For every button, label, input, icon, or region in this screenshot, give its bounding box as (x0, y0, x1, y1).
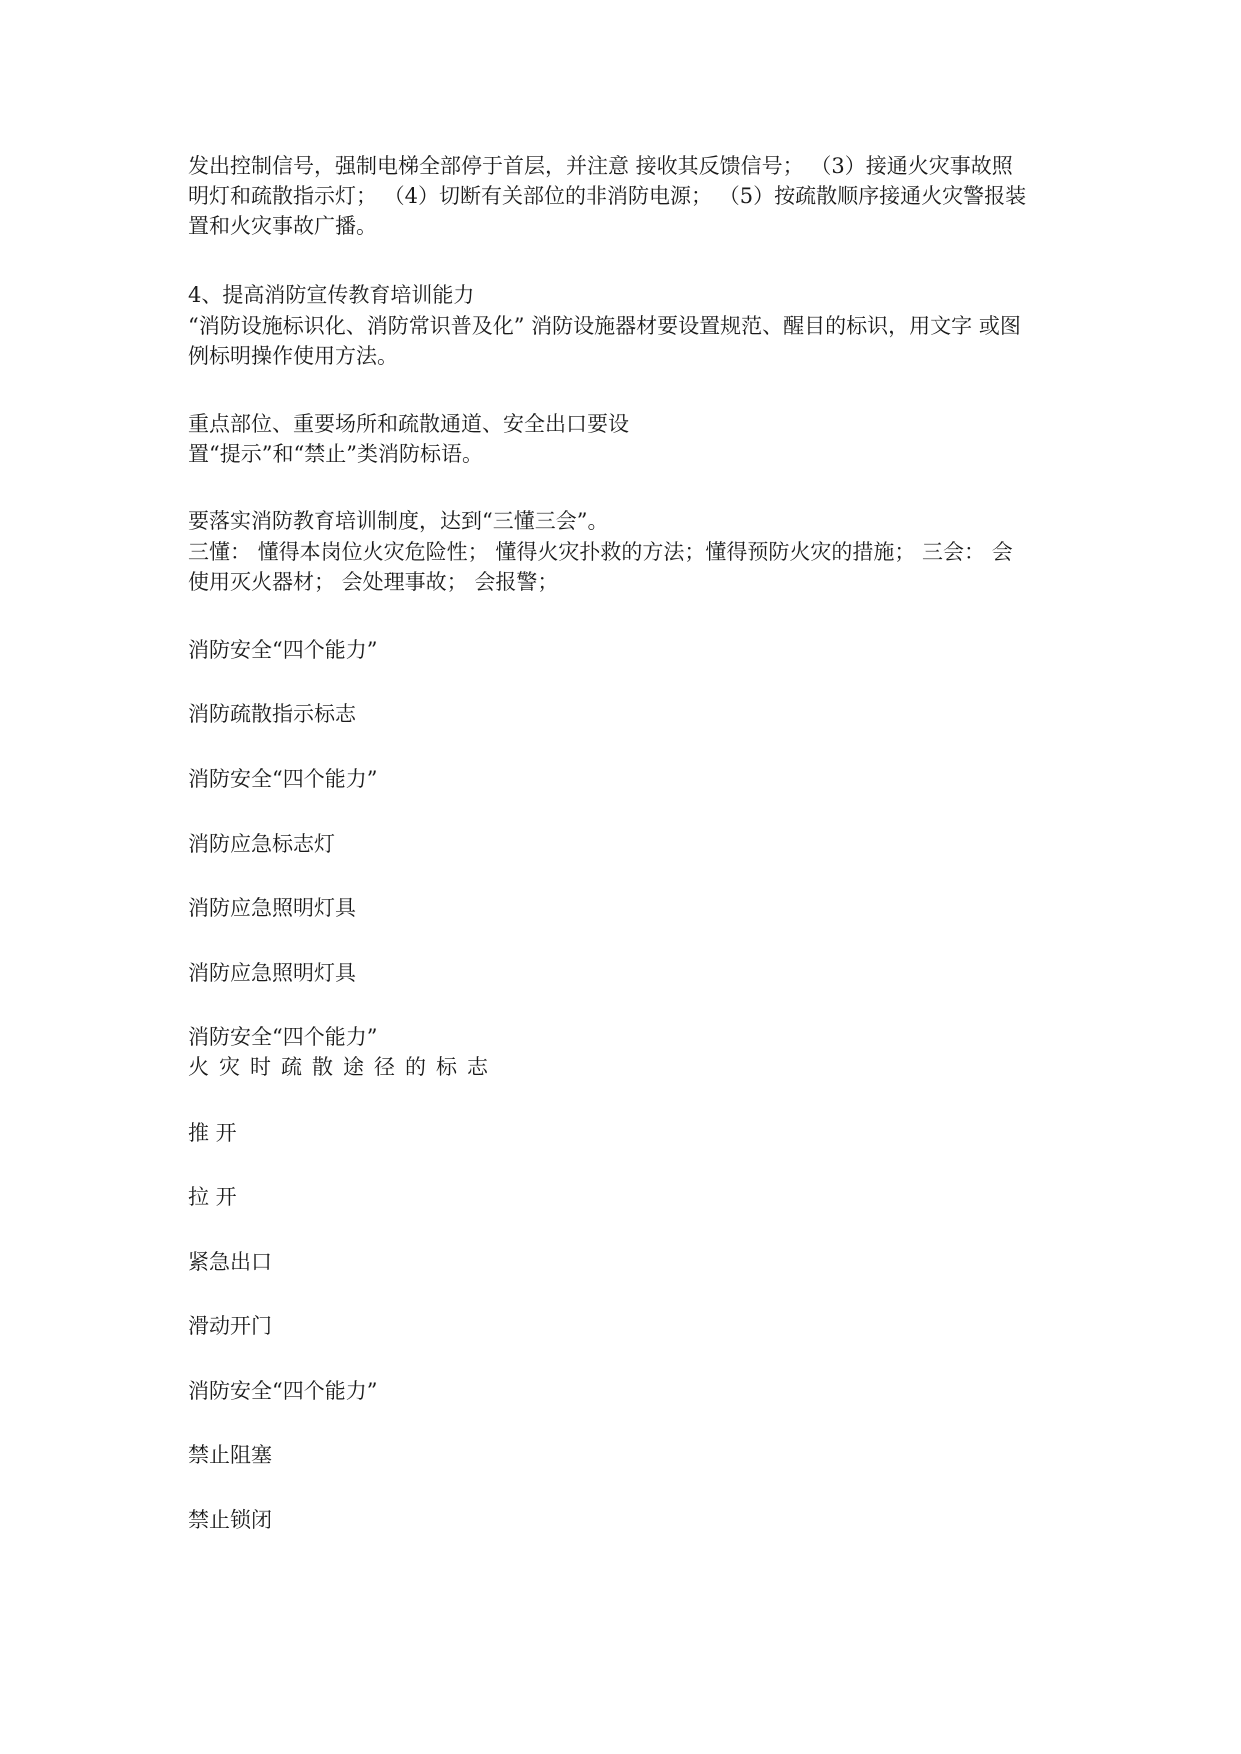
list-item: 消防安全“四个能力” (188, 1379, 378, 1403)
paragraph-line: 明灯和疏散指示灯； （4）切断有关部位的非消防电源； （5）按疏散顺序接通火灾警报装 (188, 184, 1027, 208)
list-item: 消防安全“四个能力” (188, 767, 378, 791)
list-item: 推 开 (188, 1121, 237, 1145)
paragraph-line: “消防设施标识化、消防常识普及化” 消防设施器材要设置规范、醒目的标识，用文字 或图 (188, 314, 1021, 338)
spaced-heading: 火灾时疏散途径的标志 (188, 1055, 498, 1079)
paragraph-line: 发出控制信号，强制电梯全部停于首层，并注意 接收其反馈信号； （3）接通火灾事故照 (188, 154, 1013, 178)
paragraph-line: 三懂： 懂得本岗位火灾危险性； 懂得火灾扑救的方法；懂得预防火灾的措施； 三会： 会 (188, 540, 1013, 564)
list-item: 禁止锁闭 (188, 1508, 272, 1532)
paragraph-line: 置“提示”和“禁止”类消防标语。 (188, 442, 483, 466)
paragraph-line: 重点部位、重要场所和疏散通道、安全出口要设 (188, 412, 629, 436)
list-item: 紧急出口 (188, 1250, 272, 1274)
list-item: 消防安全“四个能力” (188, 1025, 378, 1049)
list-item: 消防应急照明灯具 (188, 896, 356, 920)
section-heading: 4、提高消防宣传教育培训能力 (188, 283, 475, 307)
list-item: 拉 开 (188, 1185, 237, 1209)
list-item: 禁止阻塞 (188, 1443, 272, 1467)
list-item: 滑动开门 (188, 1314, 272, 1338)
paragraph-line: 使用灭火器材； 会处理事故； 会报警； (188, 570, 559, 594)
paragraph-line: 置和火灾事故广播。 (188, 214, 377, 238)
list-item: 消防应急标志灯 (188, 832, 335, 856)
list-item: 消防安全“四个能力” (188, 638, 378, 662)
paragraph-line: 例标明操作使用方法。 (188, 344, 398, 368)
list-item: 消防疏散指示标志 (188, 702, 356, 726)
paragraph-line: 要落实消防教育培训制度，达到“三懂三会”。 (188, 509, 609, 533)
list-item: 消防应急照明灯具 (188, 961, 356, 985)
